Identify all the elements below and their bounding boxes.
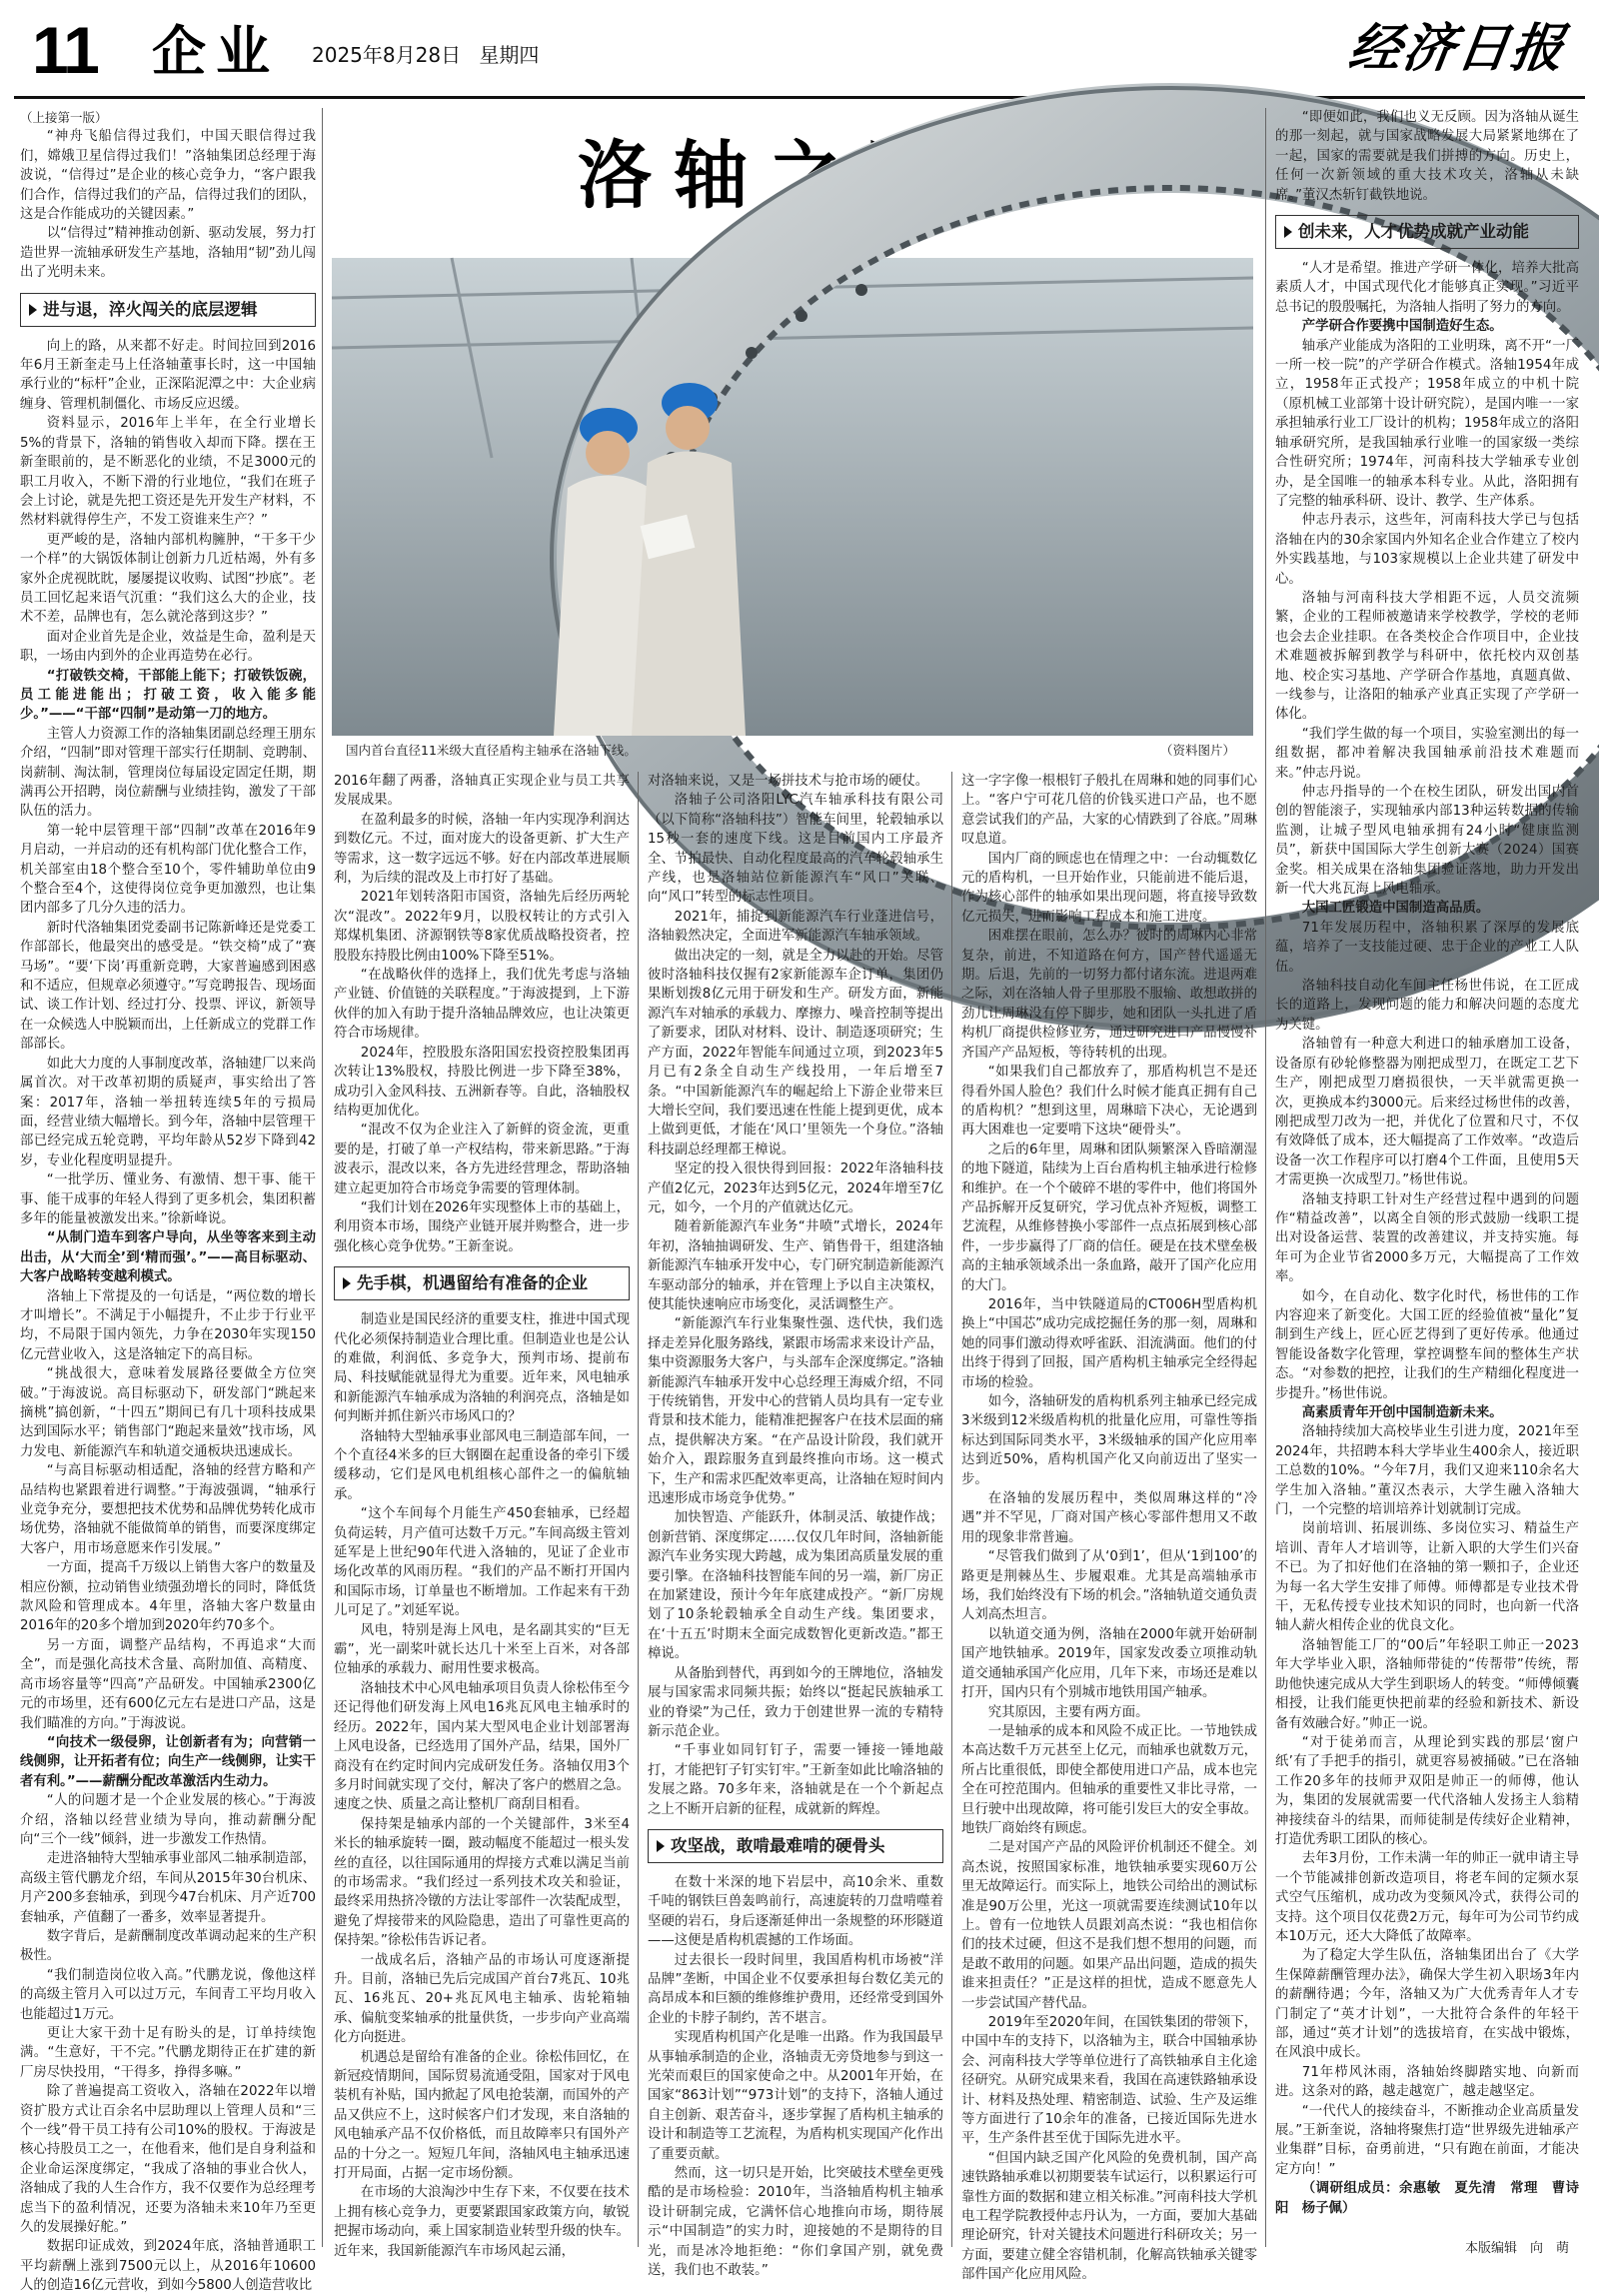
caption-text: 国内首台直径11米级大直径盾构主轴承在洛轴下线。 bbox=[346, 743, 637, 758]
issue-weekday: 星期四 bbox=[479, 43, 540, 67]
paragraph: “混改不仅为企业注入了新鲜的资金流，更重要的是，打破了单一产权结构，带来新思路。”于海波表示，混改以来，各方先进经营理念，帮助洛轴建立起更加符合市场竞争需要的管理体制。 bbox=[334, 1123, 630, 1196]
paragraph: “这个车间每个月能生产450套轴承，已经超负荷运转，月产值可达数千万元。”车间高级主管刘延军是上世纪90年代进入洛轴的，见证了企业市场化改革的风雨历程。“我们的产品不断打开国内和国际市场，订单量也不断增加。工作起来有干劲儿可足了。”刘延军说。 bbox=[334, 1506, 630, 1619]
paragraph: 去年3月份，工作未满一年的帅正一就申请主导一个节能减排创新改造项目，将老车间的定频水泵式空气压缩机，成功改为变频风冷式，获得公司的支持。这个项目仅花费2万元，每年可为公司节约成本10万元，还大大降低了故障率。 bbox=[1275, 1851, 1579, 1944]
paragraph: “在战略伙伴的选择上，我们优先考虑与洛轴产业链、价值链的关联程度。”于海波提到，上下游伙伴的加入有助于提升洛轴品牌效应，也让决策更符合市场规律。 bbox=[334, 968, 630, 1042]
paragraph: 洛轴与河南科技大学相距不远，人员交流频繁，企业的工程师被邀请来学校教学，学校的老师也会去企业挂职。在各类校企合作项目中，企业技术难题被拆解到教学与科研中，依托校内双创基地、校企实习基地、产学研合作基地，真题真做、一线参与，让洛阳的轴承产业真正实现了产学研一体化。 bbox=[1275, 590, 1579, 723]
paragraph: 以轨道交通为例，洛轴在2000年就开始研制国产地铁轴承。2019年，国家发改委立项推动轨道交通轴承国产化应用，几年下来，市场还是难以打开，国内只有个别城市地铁用国产轴承。 bbox=[961, 1626, 1257, 1701]
paragraph: 数字背后，是薪酬制度改革调动起来的生产积极性。 bbox=[20, 1928, 316, 1964]
page-number: 11 bbox=[32, 13, 98, 87]
issue-date: 2025年8月28日 bbox=[312, 43, 462, 67]
paragraph: 做出决定的一刻，就是全力以赴的开始。尽管彼时洛轴科技仅握有2家新能源车企订单，集团仍果断划拨8亿元用于研发和生产。研发方面，新能源汽车对轴承的承载力、摩擦力、噪音控制等提出了新要求，团队对材料、设计、制造逐项研究；生产方面，2022年智能车间通过立项，到2023年5月已有2条全自动生产线投用，一年后增至7条。“中国新能源汽车的崛起给上下游企业带来巨大增长空间，我们要迅速在性能上提到更优，成本上做到更低，才能在‘风口’里领先一个身位。”洛轴科技副总经理都王樟说。 bbox=[648, 948, 943, 1157]
paragraph: 2016年翻了两番，洛轴真正实现企业与员工共享发展成果。 bbox=[334, 774, 630, 809]
subheading-text: 先手棋，机遇留给有准备的企业 bbox=[357, 1273, 588, 1293]
paragraph: “我们学生做的每一个项目，实验室测出的每一组数据，都冲着解决我国轴承前沿技术难题而来。”仲志丹说。 bbox=[1275, 726, 1579, 781]
paragraph: 过去很长一段时间里，我国盾构机市场被“洋品牌”垄断，中国企业不仅要承担每台数亿美元的高昂成本和巨额的维修维护费用，还经常受到国外企业的卡脖子制约，苦不堪言。 bbox=[648, 1952, 943, 2026]
paragraph: 2021年，捕捉到新能源汽车行业蓬进信号，洛轴毅然决定，全面进军新能源汽车轴承领域。 bbox=[648, 909, 943, 945]
masthead bbox=[14, 8, 1585, 99]
paragraph: 仲志丹指导的一个在校生团队，研发出国内首创的智能滚子，实现轴承内部13种运转数据的传输监测，让城子型风电轴承拥有24小时“健康监测员”，新获中国国际大学生创新大赛（2024）国赛金奖。相关成果在洛轴集团验证落地，助力开发出新一代大兆瓦海上风电轴承。 bbox=[1275, 785, 1579, 898]
paragraph: 仲志丹表示，这些年，河南科技大学已与包括洛轴在内的30余家国内外知名企业合作建立了校内外实践基地，与103家规模以上企业共建了研发中心。 bbox=[1275, 513, 1579, 587]
paragraph: 究其原因，主要有两方面。 bbox=[987, 1704, 1149, 1720]
paragraph: “对于徒弟而言，从理论到实践的那层‘窗户纸’有了手把手的指引，就更容易被捅破。”已在洛轴工作20多年的技师尹双阳是帅正一的师傅，他认为，集团的发展就需要一代代洛轴人发扬主人翁精神接续奋斗的结果，而师徒制是传续好企业精神，打造优秀职工团队的核心。 bbox=[1275, 1734, 1579, 1847]
paragraph: 洛轴支持职工针对生产经营过程中遇到的问题作“精益改善”，以离全自领的形式鼓励一线职工提出对设备运营、装置的改善建议，并支持实施。每年可为企业节省2000多万元，大幅提高了工作效率。 bbox=[1275, 1191, 1579, 1285]
page-editor: 本版编辑 向 萌 bbox=[1464, 2241, 1569, 2256]
paragraph: 轴承产业能成为洛阳的工业明珠，离不开“一厂一所一校一院”的产学研合作模式。洛轴1954年成立，1958年正式投产；1958年成立的中机十院（原机械工业部第十设计研究院），是国内唯一一家承担轴承行业工厂设计的机构；1958年成立的洛阳轴承研究所，是我国轴承行业唯一的国家级一类综合性研究所；1974年，河南科技大学轴承专业创办，是全国唯一的轴承本科专业。从此，洛阳拥有了完整的轴承科研、设计、教学、生产体系。 bbox=[1275, 338, 1579, 509]
paragraph: 高素质青年开创中国制造新未来。 bbox=[1301, 1405, 1503, 1420]
article-photo bbox=[332, 258, 1253, 736]
paragraph: 洛轴子公司洛阳LYC汽车轴承科技有限公司（以下简称“洛轴科技”）智能车间里，轮毂轴承以15秒一套的速度下线。这是目前国内工序最齐全、节拍最快、自动化程度最高的汽车轮毂轴承生产线，也是洛轴站位新能源汽车“风口”关联、向“风口”转型的标志性项目。 bbox=[648, 793, 943, 906]
paragraph: “即便如此，我们也义无反顾。因为洛轴从诞生的那一刻起，就与国家战略发展大局紧紧地绑在了一起，国家的需要就是我们拼搏的方向。历史上，任何一次新领域的重大技术攻关，洛轴从未缺席。”董汉杰斩钉截铁地说。 bbox=[1275, 110, 1579, 203]
paragraph: 向上的路，从来都不好走。时间拉回到2016年6月王新奎走马上任洛轴董事长时，这一中国轴承行业的“标杆”企业，正深陷泥潭之中：大企业病缠身、管理机制僵化、市场反应迟缓。 bbox=[20, 338, 316, 412]
subheading-text: 攻坚战，敢啃最难啃的硬骨头 bbox=[671, 1835, 885, 1855]
column-divider bbox=[951, 772, 952, 2247]
paragraph: 在洛轴的发展历程中，类似周琳这样的“冷遇”并不罕见，厂商对国产核心零部件想用又不敢用的现象非常普遍。 bbox=[961, 1491, 1257, 1545]
section-name: 企业 bbox=[152, 19, 280, 83]
triangle-icon bbox=[343, 1277, 351, 1289]
paragraph: 二是对国产产品的风险评价机制还不健全。刘高杰说，按照国家标准，地铁轴承要实现60万公里无故障运行。而实际上，地铁公司给出的测试标准是90万公里，光这一项就需要连续测试10年以上。曾有一位地铁人员跟刘高杰说：“我也相信你们的技术过硬，但这不是我们想不想用的问题，而是敢不敢用的问题。如果产品出问题，造成的损失谁来担责任？”正是这样的担忧，造成不愿意先人一步尝试国产替代品。 bbox=[961, 1840, 1257, 2011]
photo-credit: （资料图片） bbox=[1159, 743, 1235, 758]
paragraph: 主管人力资源工作的洛轴集团副总经理王朋东介绍，“四制”即对管理干部实行任期制、竞聘制、岗薪制、淘汰制，管理岗位每届设定固定任期，期满再公开招聘，岗位薪酬与业绩挂钩，激发了干部队伍的活力。 bbox=[20, 726, 316, 820]
subheading bbox=[20, 293, 316, 327]
paragraph: “与高目标驱动相适配，洛轴的经营方略和产品结构也紧跟着进行调整。”于海波强调，“轴承行业竞争充分，要想把技术优势和品牌优势转化成市场优势，洛轴就不能做简单的销售，而要深度绑定大客户，用市场意愿来作引发展。” bbox=[20, 1463, 316, 1556]
paragraph: 在盈利最多的时候，洛轴一年内实现净利润达到数亿元。不过，面对庞大的设备更新、扩大生产等需求，这一数字远远不够。好在内部改革进展顺利，为后续的混改及上市打好了基础。 bbox=[334, 812, 630, 887]
paragraph: “人才是希望。推进产学研一体化，培养大批高素质人才，中国式现代化才能够真正实现。”习近平总书记的殷殷嘱托，为洛轴人指明了努力的方向。 bbox=[1275, 261, 1579, 315]
column-5 bbox=[1275, 108, 1579, 2225]
paragraph: 机遇总是留给有准备的企业。徐松伟回忆，在新冠疫情期间，国际贸易流通受阻，国家对于风电装机有补贴，国内掀起了风电抢装潮，而国外的产品又供应不上，这时候客户们才发现，来自洛轴的风电轴承产品不仅价格低，而且故障率只有国外产品的十分之一。短短几年间，洛轴风电主轴承迅速打开局面，占据一定市场份额。 bbox=[334, 2049, 630, 2182]
paragraph: “我们计划在2026年实现整体上市的基础上，利用资本市场，围绕产业链开展并购整合，进一步强化核心竞争优势。”王新奎说。 bbox=[334, 1199, 630, 1254]
column-divider bbox=[638, 772, 639, 2247]
paragraph: 2016年，当中铁隧道局的CT006H型盾构机换上“中国芯”成功完成挖掘任务的那一刻，周琳和她的同事们激动得欢呼雀跃、泪流满面。他们的付出终于得到了回报，国产盾构机主轴承完全经得起市场的检验。 bbox=[961, 1296, 1257, 1390]
paragraph: “一代代人的接续奋斗，不断推动企业高质量发展。”王新奎说，洛轴将聚焦打造“世界级先进轴承产业集群”目标，奋勇前进，“只有跑在前面，才能决定方向！” bbox=[1275, 2103, 1579, 2177]
subheading bbox=[1275, 215, 1579, 249]
paragraph: 这一字字像一根根钉子般扎在周琳和她的同事们心上。“客户宁可花几倍的价钱买进口产品，也不愿意尝试我们的产品，大家的心情跌到了谷底。”周琳叹息道。 bbox=[961, 774, 1257, 848]
paragraph: 随着新能源汽车业务“井喷”式增长，2024年年初，洛轴抽调研发、生产、销售骨干，组建洛轴新能源汽车轴承开发中心，专门研究制造新能源汽车驱动部分的轴承，并在管理上予以自主决策权，使其能快速响应市场变化，灵活调整生产。 bbox=[648, 1219, 943, 1312]
paragraph: “如果我们自己都放弃了，那盾构机岂不是还得看外国人脸色？我们什么时候才能真正拥有自己的盾构机？”想到这里，周琳暗下决心，无论遇到再大困难也一定要啃下这块“硬骨头”。 bbox=[961, 1065, 1257, 1139]
newspaper-logo: 经济日报 bbox=[1344, 18, 1570, 79]
paragraph: 资料显示，2016年上半年，在全行业增长5%的背景下，洛轴的销售收入却而下降。摆在王新奎眼前的，是不断恶化的业绩，不足3000元的职工月收入，不断下滑的行业地位，“我们在班子会上讨论，就是先把工资还是先开发生产材料，不然材料就得停生产，不发工资谁来生产？” bbox=[20, 416, 316, 529]
paragraph: “尽管我们做到了从‘0到1’，但从‘1到100’的路更是荆棘丛生、步履艰难。尤其是高端轴承市场，我们始终没有下场的机会。”洛轴轨道交通负责人刘高杰坦言。 bbox=[961, 1549, 1257, 1623]
paragraph: “我们制造岗位收入高。”代鹏龙说，像他这样的高级主管月入可以过万元，车间青工平均月收入也能超过1万元。 bbox=[20, 1967, 316, 2022]
paragraph: “一批学历、懂业务、有激情、想干事、能干事、能干成事的年轻人得到了更多机会，集团积蓄多年的能量被激发出来。”徐新峰说。 bbox=[20, 1172, 316, 1226]
paragraph: 除了普遍提高工资收入，洛轴在2022年以增资扩股方式让百余名中层助理以上管理人员和“三个一线”骨干员工持有公司10%的股权。于海波是核心持股员工之一，在他看来，他们是自身利益和企业命运深度绑定，“我成了洛轴的事业合伙人，洛轴成了我的人生合作方，我不仅要作为总经理考虑当下的盈利情况，还要为洛轴未来10年乃至更久的发展操好舵。” bbox=[20, 2084, 316, 2236]
paragraph: 洛轴曾有一种意大利进口的轴承磨加工设备，设备原有砂轮修整器为刚把成型刀，在既定工艺下生产，刚把成型刀磨损很快，一天半就需更换一次，更换成本约3000元。后来经过杨世伟的改善，刚把成型刀改为一把，并优化了位置和尺寸，不仅有效降低了成本，还大幅提高了工作效率。“改造后设备一次工作程序可以打磨4个工件面，且使用5天才需更换一次成型刀。”杨世伟说。 bbox=[1275, 1037, 1579, 1188]
column-divider bbox=[322, 108, 323, 2247]
paragraph: “向技术一级侵卵，让创新者有为；向营销一线侧卵，让开拓者有位；向生产一线侧卵，让实干者有利。”——薪酬分配改革激活内生动力。 bbox=[20, 1734, 316, 1789]
paragraph: 加快智造、产能跃升，体制灵活、敏捷作战；创新营销、深度绑定……仅仅几年时间，洛轴新能源汽车业务实现大跨越，成为集团高质量发展的重要引擎。在洛轴科技智能车间的另一端，新厂房正在加紧建设，预计今年年底建成投产。“新厂房规划了10条轮毂轴承全自动生产线。集团要求，在‘十五五’时期末全面完成数智化更新改造。”都王樟说。 bbox=[648, 1510, 943, 1662]
paragraph: 面对企业首先是企业，效益是生命，盈利是天职，一场由内到外的企业再造势在必行。 bbox=[20, 629, 316, 665]
paragraph: “但国内缺乏国产化风险的免费机制，国产高速铁路轴承难以初期要装车试运行，以积累运行可靠性方面的数据和建立相关标准。”河南科技大学机电工程学院教授仲志丹认为，一方面，要加大基础理论研究，针对关键技术问题进行科研攻关；另一方面，要建立健全容错机制，化解高铁轴承关键零部件国产化应用风险。 bbox=[961, 2150, 1257, 2283]
paragraph: 洛轴特大型轴承事业部风电三制造部车间，一个个直径4米多的巨大钢圈在起重设备的牵引下缓缓移动，它们是风电机组核心部件之一的偏航轴承。 bbox=[334, 1428, 630, 1502]
paragraph: “打破铁交椅，干部能上能下；打破铁饭碗，员工能进能出；打破工资，收入能多能少。”——“干部“四制”是动第一刀的地方。 bbox=[20, 668, 316, 723]
paragraph: 为了稳定大学生队伍，洛轴集团出台了《大学生保障薪酬管理办法》，确保大学生初入职场3年内的薪酬待遇；今年，洛轴又为广大优秀青年人才专门制定了“英才计划”，一大批符合条件的年轻干部，通过“英才计划”的选拔培育，在实战中锻炼，在风浪中成长。 bbox=[1275, 1948, 1579, 2061]
paragraph: “从制门造车到客户导向，从坐等客来到主动出击，从‘大而全’到‘精而强’。”——高目标驱动、大客户战略转变越利模式。 bbox=[20, 1230, 316, 1285]
paragraph: “千事业如同钉钉子，需要一锤接一锤地敲打，才能把钉子钉实钉牢。”王新奎如此比喻洛轴的发展之路。70多年来，洛轴就是在一个个新起点之上不断开启新的征程，成就新的辉煌。 bbox=[648, 1743, 943, 1817]
column-2 bbox=[334, 772, 630, 2259]
subheading bbox=[334, 1266, 630, 1300]
paragraph: 在数十米深的地下岩层中，高10余米、重数千吨的钢铁巨兽轰鸣前行，高速旋转的刀盘啃噬着坚硬的岩石，身后逐渐延伸出一条规整的环形隧道——这便是盾构机震撼的工作场面。 bbox=[648, 1874, 943, 1949]
byline: （调研组成员：余惠敏 夏先清 常理 曹诗阳 杨子佩） bbox=[1275, 2181, 1579, 2216]
paragraph: 风电，特别是海上风电，是名副其实的“巨无霸”，光一副桨叶就长达几十米至上百米，对各部位轴承的承载力、耐用性要求极高。 bbox=[334, 1622, 630, 1677]
paragraph: “挑战很大，意味着发展路径要做全方位突破。”于海波说。高目标驱动下，研发部门“跳起来摘桃”搞创新，“十四五”期间已有几十项科技成果达到国际水平；销售部门“跑起来量效”找市场，风力发电、新能源汽车和轨道交通板块迅速成长。 bbox=[20, 1366, 316, 1459]
paragraph: 另一方面，调整产品结构，不再追求“大而全”，而是强化高技术含量、高附加值、高精度、高市场容量等“四高”产品研发。中国轴承2300亿元的市场里，还有600亿元左右是进口产品，这是我们瞄准的方向。”于海波说。 bbox=[20, 1637, 316, 1731]
photo-caption bbox=[346, 742, 1235, 760]
paragraph: 2021年划转洛阳市国资，洛轴先后经历两轮次“混改”。2022年9月，以股权转让的方式引入郑煤机集团、济源钢铁等8家优质战略投资者，控股股东持股比例由100%下降至51%。 bbox=[334, 890, 630, 964]
continued-note: （上接第一版） bbox=[20, 110, 108, 125]
paragraph: 然而，这一切只是开始，比突破技术壁垒更残酷的是市场检验：2010年，当洛轴盾构机主轴承设计研制完成，它满怀信心地推向市场，期待展示“中国制造”的实力时，迎接她的不是期待的目光，而是冰冷地拒绝：“你们拿国产别，就免费送，我们也不敢装。” bbox=[648, 2166, 943, 2279]
paragraph: 一是轴承的成本和风险不成正比。一节地铁成本高达数千万元甚至上亿元，而轴承也就数万元，所占比重很低，即使全都使用进口产品，成本也完全在可控范围内。但轴承的重要性又非比寻常，一旦行驶中出现故障，将可能引发巨大的安全事故。地铁厂商始终有顾虑。 bbox=[961, 1723, 1257, 1836]
paragraph: 坚定的投入很快得到回报：2022年洛轴科技产值2亿元，2023年达到5亿元，2024年增至7亿元，如今，一个月的产值就达亿元。 bbox=[648, 1161, 943, 1215]
paragraph: 产学研合作要携中国制造好生态。 bbox=[1301, 319, 1503, 335]
paragraph: 大国工匠锻造中国制造高品质。 bbox=[1301, 901, 1490, 917]
paragraph: 第一轮中层管理干部“四制”改革在2016年9月启动，一并启动的还有机构部门优化整合工作，机关部室由18个整合至10个，零件辅助单位由9个整合至4个，这使得岗位竞争更加激烈，也让集团内部多了几分久违的活力。 bbox=[20, 823, 316, 917]
paragraph: 更严峻的是，洛轴内部机构臃肿，“干多干少一个样”的大锅饭体制让创新力几近枯竭，外有多家外企虎视眈眈，屡屡提议收购、试图“抄底”。老员工回忆起来语气沉重：“我们这么大的企业，技术不差，品牌也有，怎么就沦落到这步？” bbox=[20, 532, 316, 626]
column-1 bbox=[20, 108, 316, 2294]
column-4 bbox=[961, 772, 1257, 2283]
paragraph: 保持架是轴承内部的一个关键部件，3米至4米长的轴承旋转一圈，跛动幅度不能超过一根头发丝的直径，以往国际通用的焊接方式难以满足当前的市场需求。“我们经过一系列技术攻关和验证，最终采用热挤冷镦的方法让零部件一次装配成型，避免了焊接带来的风险隐患，造出了可靠性更高的保持架。”徐松伟告诉记者。 bbox=[334, 1816, 630, 1949]
paragraph: 洛轴上下常提及的一句话是，“两位数的增长才叫增长”。不满足于小幅提升，不止步于行业平均，不局限于国内领先，力争在2030年实现150亿元营业收入，这是洛轴定下的高目标。 bbox=[20, 1288, 316, 1362]
paragraph: 一方面，提高千万级以上销售大客户的数量及相应份额，拉动销售业绩强劲增长的同时，降低货款风险和管理成本。4年里，洛轴大客户数量由2016年的20多个增加到2020年约70多个。 bbox=[20, 1560, 316, 1634]
paragraph: 之后的6年里，周琳和团队频繁深入昏暗潮湿的地下隧道，陆续为上百台盾构机主轴承进行检修和维护。在一个个破碎不堪的零件中，他们将国外产品拆解开反复研究，学习优点补齐短板，调整工艺流程，从维修替换小零部件一点点拓展到核心部件，一步步赢得了厂商的信任。硬是在技术壁垒极高的主轴承领域杀出一条血路，敲开了国产化应用的大门。 bbox=[961, 1142, 1257, 1293]
paragraph: 如此大力度的人事制度改革，洛轴建厂以来尚属首次。对干改革初期的质疑声，事实给出了答案：2017年，洛轴一举扭转连续5年的亏损局面，经营业绩大幅增长。到今年，洛轴中层管理干部已经完成五轮竞聘，平均年龄从52岁下降到42岁，专业化程度明显提升。 bbox=[20, 1056, 316, 1168]
paragraph: 如今，在自动化、数字化时代，杨世伟的工作内容迎来了新变化。大国工匠的经验值被“量化”复制到生产线上，匠心匠艺得到了更好传承。他通过智能设备数字化管理，掌控调整车间的整体生产状态。“对参数的把控，让我们的生产精细化程度进一步提升。”杨世伟说。 bbox=[1275, 1288, 1579, 1401]
paragraph: 2024年，控股股东洛阳国宏投资控股集团再次转让13%股权，持股比例进一步下降至38%，成功引入金风科技、五洲新春等。自此，洛轴股权结构更加优化。 bbox=[334, 1045, 630, 1119]
triangle-icon bbox=[29, 304, 37, 316]
paragraph: 制造业是国民经济的重要支柱，推进中国式现代化必须保持制造业合理比重。但制造业也是公认的难做，利润低、多竞争大，预判市场、提前布局、科技赋能就显得尤为重要。近年来，风电轴承和新能源汽车轴承成为洛轴的利润亮点，洛轴是如何判断并抓住新兴市场风口的？ bbox=[334, 1312, 630, 1425]
paragraph: 困难摆在眼前，怎么办？彼时的周琳内心非常复杂，前进，不知道路在何方，国产替代遥遥无期。后退，先前的一切努力都付诸东流。进退两难之际，刘在洛轴人骨子里那股不服输、敢想敢拼的劲儿让周琳没有停下脚步，她和团队一头扎进了盾构机厂商提供检修业务，通过研究进口产品慢慢补齐国产产品短板，等待转机的出现。 bbox=[961, 929, 1257, 1061]
subheading bbox=[648, 1829, 943, 1863]
paragraph: “人的问题才是一个企业发展的核心。”于海波介绍，洛轴以经营业绩为导向，推动薪酬分配向“三个一线”倾斜，进一步激发工作热情。 bbox=[20, 1793, 316, 1847]
paragraph: 如今，洛轴研发的盾构机系列主轴承已经完成3米级到12米级盾构机的批量化应用，可靠性等指标达到国际同类水平，3米级轴承的国产化应用率达到近50%，盾构机国产化又向前迈出了坚实一步。 bbox=[961, 1394, 1257, 1487]
paragraph: 从备胎到替代，再到如今的王牌地位，洛轴发展与国家需求同频共振；始终以“挺起民族轴承工业的脊梁”为己任，致力于创建世界一流的专精特新示范企业。 bbox=[648, 1665, 943, 1739]
paragraph: 走进洛轴特大型轴承事业部风二轴承制造部，高级主管代鹏龙介绍，车间从2015年30台机床、月产200多套轴承，到现今47台机床、月产近700套轴承，产值翻了一番多，效率显著提升。 bbox=[20, 1851, 316, 1925]
column-3 bbox=[648, 772, 943, 2279]
paragraph: 洛轴持续加大高校毕业生引进力度，2021年至2024年，共招聘本科大学毕业生400余人，接近职工总数的10%。“今年7月，我们又迎来110余名大学生加入洛轴。”董汉杰表示，大学生融入洛轴大门，一个完整的培训培养计划就制订完成。 bbox=[1275, 1424, 1579, 1518]
paragraph: 更让大家干劲十足有盼头的是，订单持续饱满。“生意好，干不完。”代鹏龙期待正在扩建的新厂房尽快投用，“干得多，挣得多嘛。” bbox=[20, 2026, 316, 2080]
triangle-icon bbox=[1284, 226, 1292, 238]
article-headline: 洛轴之路 bbox=[578, 133, 961, 219]
bearing-workshop-photo bbox=[332, 258, 1253, 736]
dateline bbox=[312, 42, 551, 68]
paragraph: 以“信得过”精神推动创新、驱动发展，努力打造世界一流轴承研发生产基地，洛轴用“韧”劲儿闯出了光明未来。 bbox=[20, 226, 316, 281]
subheading-text: 创未来，人才优势成就产业动能 bbox=[1298, 222, 1529, 242]
paragraph: 洛轴技术中心风电轴承项目负责人徐松伟至今还记得他们研发海上风电16兆瓦风电主轴承时的经历。2022年，国内某大型风电企业计划部署海上风电设备，已经选用了国外产品，结果，国外厂商没有在约定时间内完成研发任务。洛轴仅用3个多月时间就实现了交付，解决了客户的燃眉之急。速度之快、质量之高让整机厂商刮目相看。 bbox=[334, 1680, 630, 1813]
paragraph: 新时代洛轴集团党委副书记陈新峰还是党委工作部部长，他最突出的感受是。“铁交椅”成了“赛马场”。“要‘下岗’再重新竞聘，大家普遍感到困惑和不适应，但规章必须遵守。”写竞聘报告、现场面试、谈工作计划、经过打分、投票、评议，新领导在一众候选人中脱颖而出，上任新成立的党群工作部部长。 bbox=[20, 920, 316, 1053]
paragraph: 2019年至2020年间，在国铁集团的带领下，中国中车的支持下，以洛轴为主，联合中国轴承协会、河南科技大学等单位进行了高铁轴承自主化途径研究。从研究成果来看，我国在高速铁路轴承设计、材料及热处理、精密制造、试验、生产及运维等方面进行了10余年的准备，已接近国际先进水平，生产条件甚至优于国际先进水平。 bbox=[961, 2015, 1257, 2147]
paragraph: 71年发展历程中，洛轴积累了深厚的发展底蕴，培养了一支技能过硬、忠于企业的产业工人队伍。 bbox=[1275, 920, 1579, 975]
paragraph: 一战成名后，洛轴产品的市场认可度逐渐提升。目前，洛轴已先后完成国产首台7兆瓦、10兆瓦、16兆瓦、20+兆瓦风电主轴承、齿轮箱轴承、偏航变桨轴承的批量供货，一步步向产业高端化方向挺进。 bbox=[334, 1952, 630, 2046]
paragraph: 对洛轴来说，又是一场拼技术与抢市场的硬仗。 bbox=[648, 774, 929, 789]
paragraph: 国内厂商的顾虑也在情理之中：一台动辄数亿元的盾构机，一旦开始作业，只能前进不能后退，作为核心部件的轴承如果出现问题，将直接导致数亿元损失，进而影响工程成本和施工进度。 bbox=[961, 851, 1257, 925]
triangle-icon bbox=[657, 1840, 665, 1852]
paragraph: “神舟飞船信得过我们，中国天眼信得过我们，嫦娥卫星信得过我们！”洛轴集团总经理于海波说，“信得过”是企业的核心竞争力，“客户跟我们合作，信得过我们的产品，信得过我们的团队，这是合作能成功的关键因素。” bbox=[20, 129, 316, 223]
paragraph: “新能源汽车行业集聚性强、迭代快，我们选择走差异化服务路线，紧跟市场需求来设计产品，集中资源服务大客户，与头部车企深度绑定。”洛轴新能源汽车轴承开发中心总经理王海威介绍，不同于传统销售，开发中心的营销人员均具有一定专业背景和技术能力，能精准把握客户在技术层面的痛点，提供解决方案。“在产品设计阶段，我们就开始介入，跟踪服务直到最终推向市场。这一模式下，生产和需求匹配效率更高，让洛轴在短时间内迅速形成市场竞争优势。” bbox=[648, 1316, 943, 1507]
paragraph: 洛轴科技自动化车间主任杨世伟说，在工匠成长的道路上，发现问题的能力和解决问题的态度尤为关键。 bbox=[1275, 979, 1579, 1033]
paragraph: 71年栉风沐雨，洛轴始终脚踏实地、向新而进。这条对的路，越走越宽广，越走越坚定。 bbox=[1275, 2064, 1579, 2100]
column-divider bbox=[1265, 108, 1266, 2247]
paragraph: 在市场的大浪淘沙中生存下来，不仅要在技术上拥有核心竞争力，更要紧跟国家政策方向，敏锐把握市场动向，乘上国家制造业转型升级的快车。近年来，我国新能源汽车市场风起云涌， bbox=[334, 2185, 630, 2259]
subheading-text: 进与退，淬火闯关的底层逻辑 bbox=[43, 299, 258, 319]
paragraph: 洛轴智能工厂的“00后”年轻职工帅正一2023年大学毕业入职，洛轴师带徒的“传帮带”传统，帮助他快速完成从大学生到职场人的转变。“师傅倾囊相授，让我们能更快把前辈的经验和新技术、新设备有效融合好。”帅正一说。 bbox=[1275, 1637, 1579, 1731]
paragraph: 岗前培训、拓展训练、多岗位实习、精益生产培训、青年人才培训等，让新入职的大学生们兴奋不已。为了扣好他们在洛轴的第一颗扣子，企业还为每一名大学生安排了师傅。师傅都是专业技术骨干，无私传授专业技术知识的同时，也向新一代洛轴人薪火相传企业的优良文化。 bbox=[1275, 1521, 1579, 1634]
paragraph: 数据印证成效，到2024年底，洛轴普通职工平均薪酬上涨到7500元以上，从2016年10600人的创造16亿元营收，到如今5800人创造营收比 bbox=[20, 2239, 316, 2294]
paragraph: 实现盾构机国产化是唯一出路。作为我国最早从事轴承制造的企业，洛轴责无旁贷地参与到这一光荣而艰巨的国家使命之中。从2001年开始，在国家“863计划”“973计划”的支持下，洛轴人通过自主创新、艰苦奋斗，逐步掌握了盾构机主轴承的设计和制造等工艺流程，为盾构机实现国产化作出了重要贡献。 bbox=[648, 2030, 943, 2162]
